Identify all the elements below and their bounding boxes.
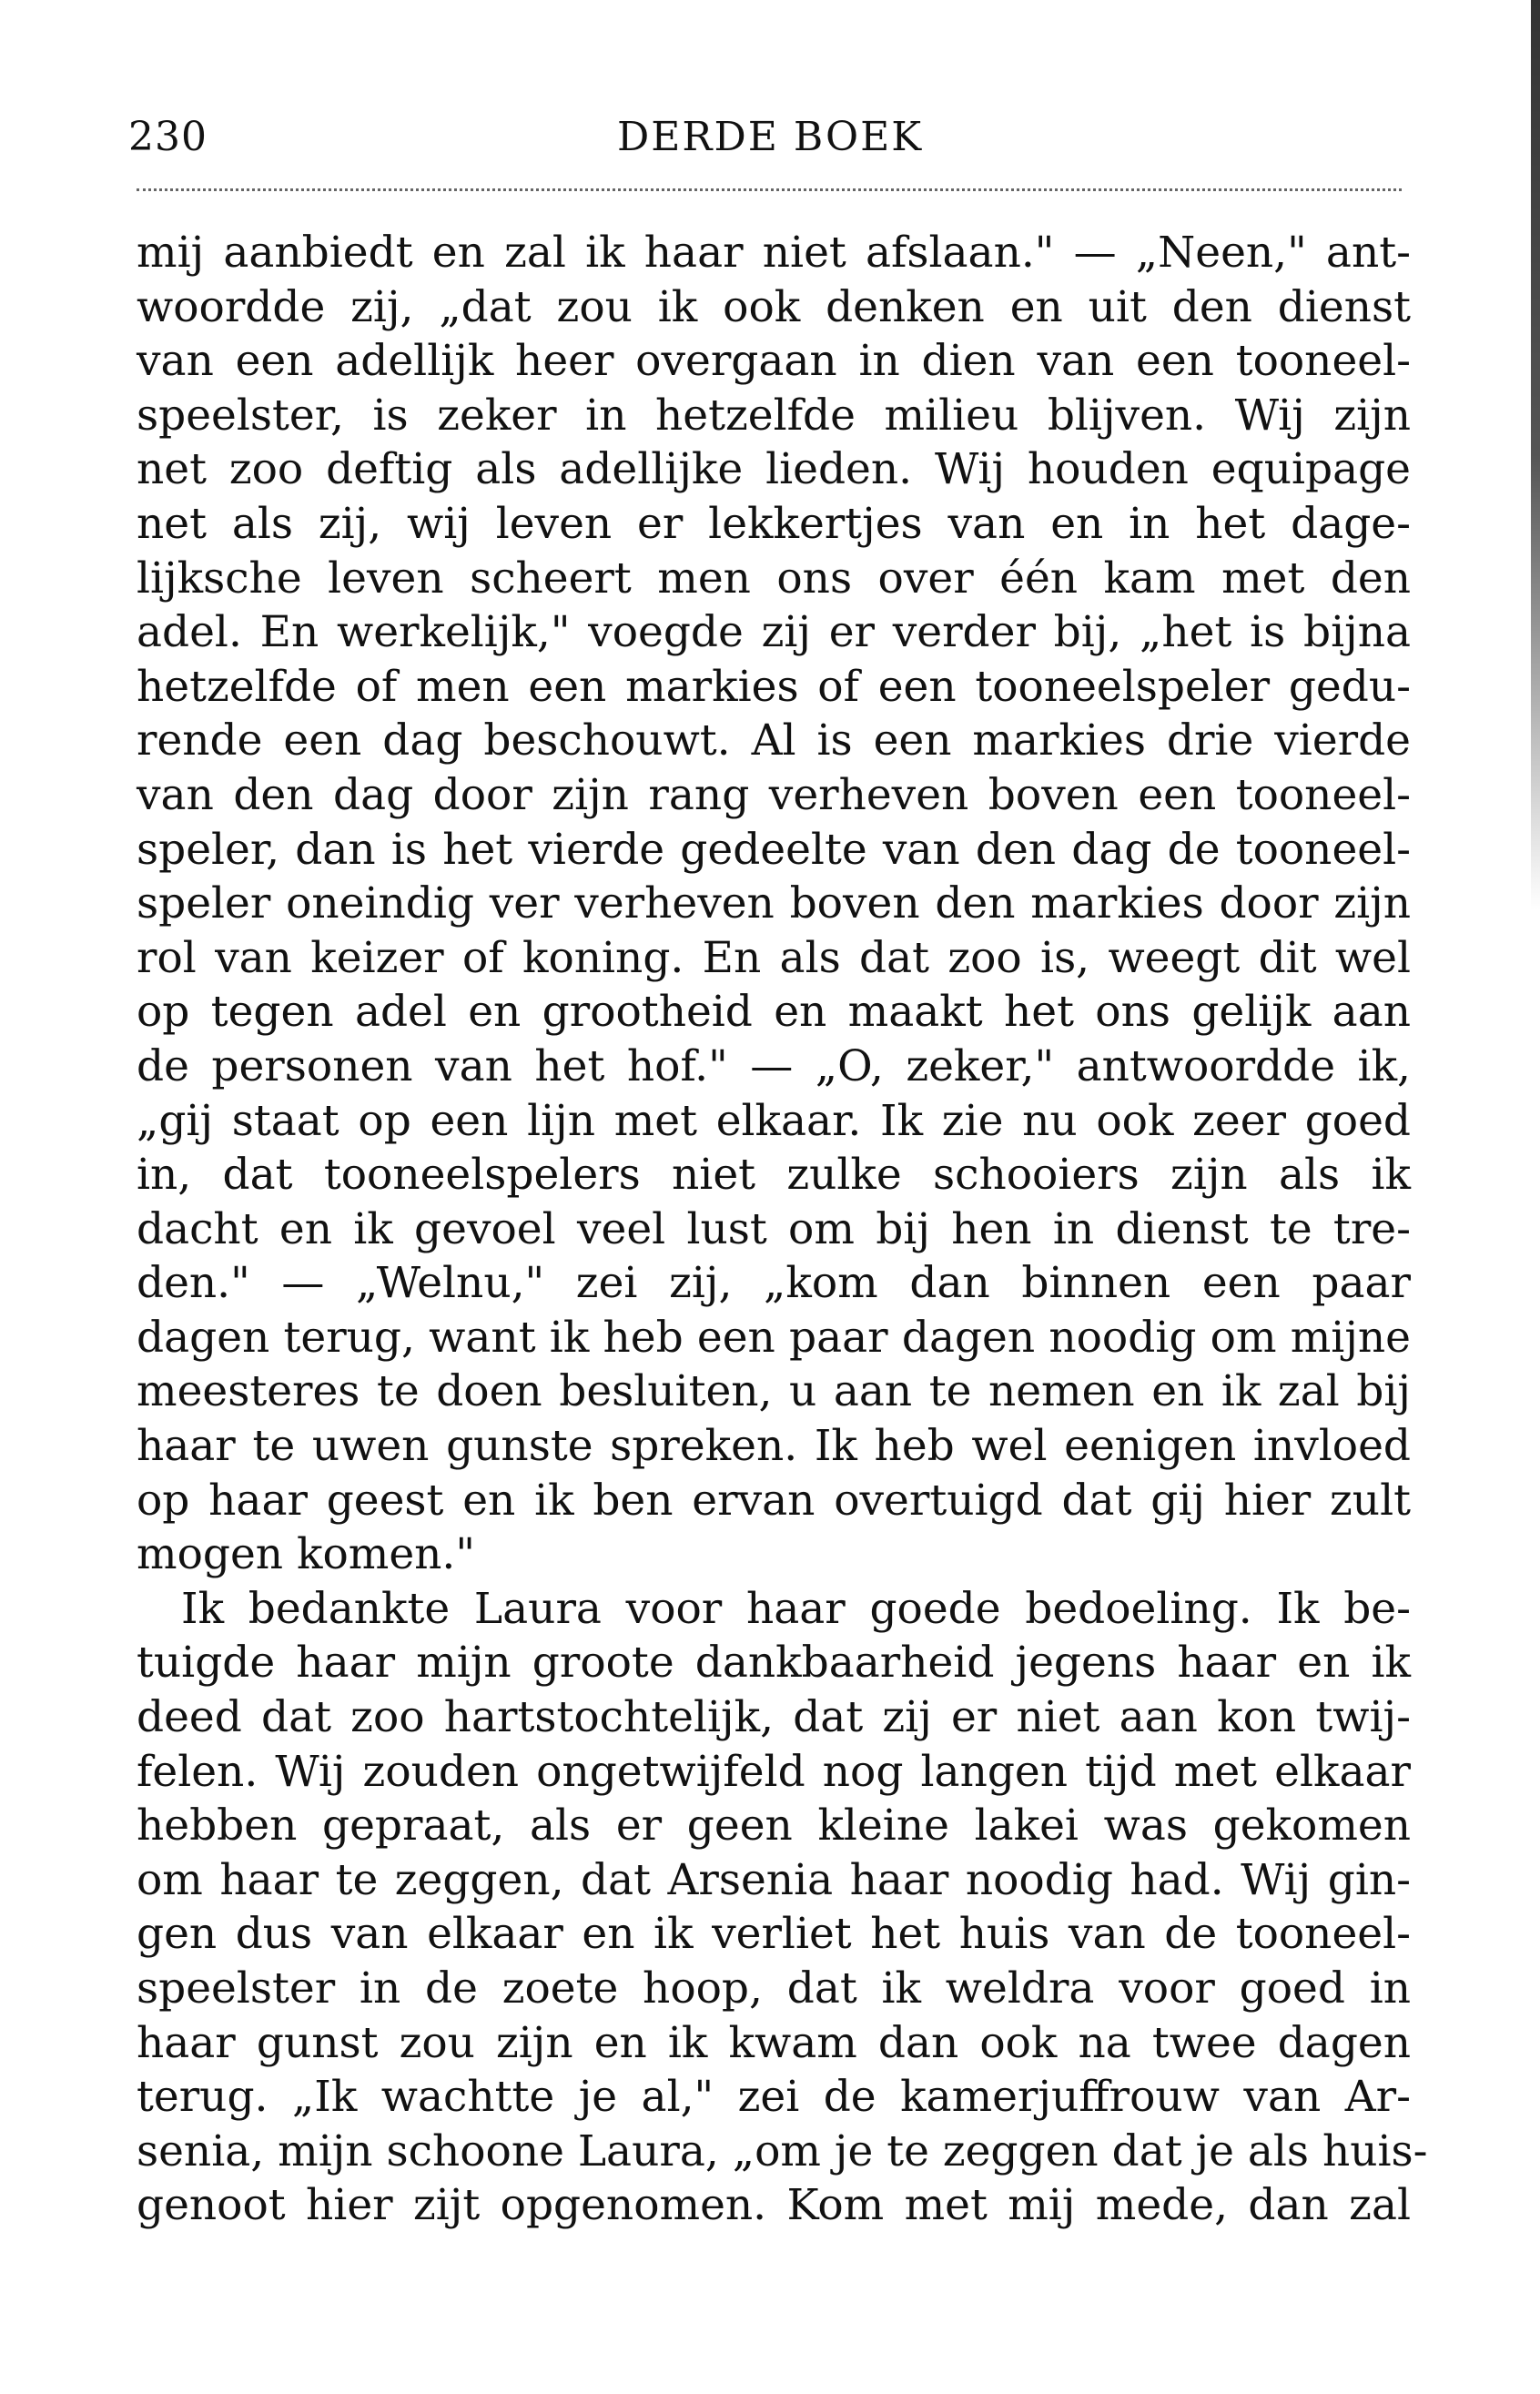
running-head: DERDE BOEK [616,114,924,160]
paragraph [137,1582,1428,2233]
text-line: hetzelfde of men een markies of een tooneelspeler gedu- [137,661,1411,712]
text-line: felen. Wij zouden ongetwijfeld nog langen tijd met elkaar [137,1746,1411,1797]
text-line: Ik bedankte Laura voor haar goede bedoeling. Ik be- [181,1583,1411,1634]
text-line: dagen terug, want ik heb een paar dagen noodig om mijne [137,1312,1411,1363]
text-line: van den dag door zijn rang verheven boven een tooneel- [137,769,1411,820]
text-line: speler, dan is het vierde gedeelte van den dag de tooneel- [137,824,1411,875]
text-line: net zoo deftig als adellijke lieden. Wij houden equipage [137,444,1411,495]
text-line: mogen komen." [137,1529,475,1580]
text-line: net als zij, wij leven er lekkertjes van en in het dage- [137,498,1411,549]
text-line: „gij staat op een lijn met elkaar. Ik zie nu ook zeer goed [137,1095,1411,1146]
page-number: 230 [128,114,208,160]
text-line: haar gunst zou zijn en ik kwam dan ook na twee dagen [137,2017,1411,2068]
text-line: rol van keizer of koning. En als dat zoo is, weegt dit wel [137,932,1411,983]
text-line: haar te uwen gunste spreken. Ik heb wel eenigen invloed [137,1421,1411,1472]
text-line: dacht en ik gevoel veel lust om bij hen in dienst te tre- [137,1203,1411,1254]
text-line: senia, mijn schoone Laura, „om je te zeggen dat je als huis- [137,2125,1428,2176]
text-line: speler oneindig ver verheven boven den markies door zijn [137,878,1411,929]
text-line: speelster, is zeker in hetzelfde milieu blijven. Wij zijn [137,390,1411,441]
text-line: om haar te zeggen, dat Arsenia haar noodig had. Wij gin- [137,1854,1411,1905]
text-line: speelster in de zoete hoop, dat ik weldra voor goed in [137,1963,1411,2014]
text-line: woordde zij, „dat zou ik ook denken en uit den dienst [137,281,1411,332]
text-line: den." — „Welnu," zei zij, „kom dan binnen een paar [137,1258,1411,1309]
text-line: terug. „Ik wachtte je al," zei de kamerjuffrouw van Ar- [137,2072,1411,2123]
text-line: op haar geest en ik ben ervan overtuigd dat gij hier zult [137,1475,1411,1526]
text-line: de personen van het hof." — „O, zeker," antwoordde ik, [137,1040,1411,1091]
body-text [137,226,1428,2233]
text-line: rende een dag beschouwt. Al is een markies drie vierde [137,715,1411,766]
text-line: meesteres te doen besluiten, u aan te nemen en ik zal bij [137,1366,1411,1417]
text-line: tuigde haar mijn groote dankbaarheid jegens haar en ik [137,1638,1411,1689]
text-line: op tegen adel en grootheid en maakt het ons gelijk aan [137,987,1411,1038]
text-line: van een adellijk heer overgaan in dien van een tooneel- [137,336,1411,387]
text-line: genoot hier zijt opgenomen. Kom met mij mede, dan zal [137,2180,1411,2231]
text-line: adel. En werkelijk," voegde zij er verder bij, „het is bijna [137,607,1411,658]
text-line: mij aanbiedt en zal ik haar niet afslaan." — „Neen," ant- [137,228,1411,278]
paragraph [137,226,1411,1582]
text-line: gen dus van elkaar en ik verliet het huis van de tooneel- [137,1909,1411,1960]
header-divider [137,188,1402,191]
text-line: lijksche leven scheert men ons over één kam met den [137,553,1411,604]
text-line: in, dat tooneelspelers niet zulke schooiers zijn als ik [137,1150,1411,1201]
text-line: hebben gepraat, als er geen kleine lakei was gekomen [137,1801,1411,1851]
text-line: deed dat zoo hartstochtelijk, dat zij er niet aan kon twij- [137,1692,1411,1743]
